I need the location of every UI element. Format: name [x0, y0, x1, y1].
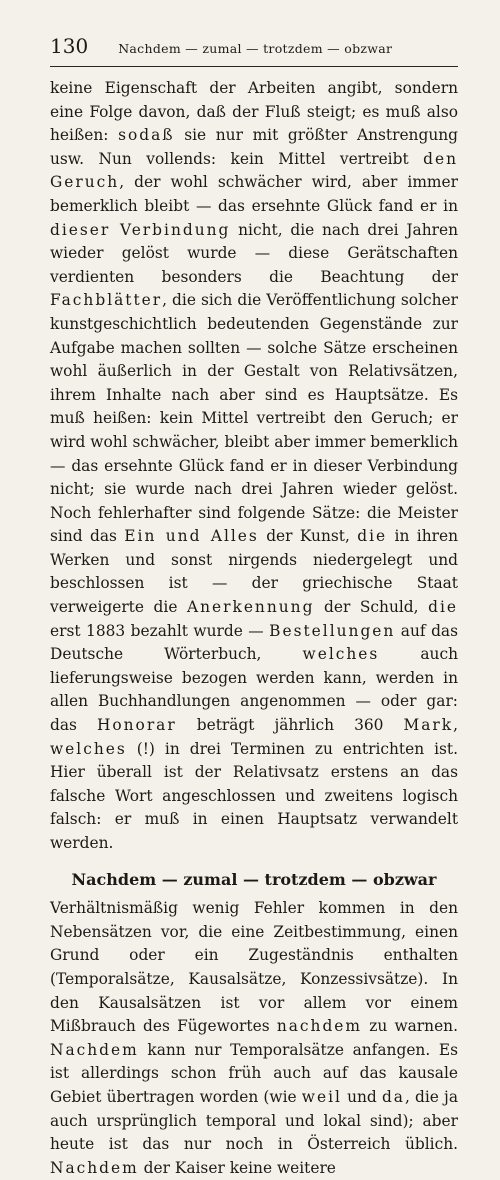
running-title: Nachdem — zumal — trotzdem — obzwar [118, 41, 393, 56]
emphasis: weil [301, 1087, 342, 1106]
emphasis: nachdem [276, 1017, 363, 1036]
emphasis: Honorar [96, 716, 177, 735]
emphasis: Fachblätter [50, 291, 163, 310]
paragraph-1: keine Eigenschaft der Arbeiten angibt, sondern eine Folge davon, daß der Fluß steigt; es muß also heißen: sodaß sie nur mit größter Anstrengung usw. Nun vollends: kein Mittel vertreibt den Geruch, der wohl schwächer wird, aber immer bemerklich bleibt — das ersehnte Glück fand er in dieser Verbindung nicht, die nach drei Jahren wieder gelöst wurde — diese Gerätschaften verdienten besonders die Beachtung der Fachblätter, die sich die Veröffentlichung solcher kunstgeschichtlich bedeutenden Gegenstände zur Aufgabe machen sollten — solche Sätze erscheinen wohl äußerlich in der Gestalt von Relativsätzen, ihrem Inhalte nach aber sind es Hauptsätze. Es muß heißen: kein Mittel vertreibt den Geruch; er wird wohl schwächer, bleibt aber immer bemerklich — das ersehnte Glück fand er in dieser Verbindung nicht; sie wurde nach drei Jahren wieder gelöst. Noch fehlerhafter sind folgende Sätze: die Meister sind das Ein und Alles der Kunst, die in ihren Werken und sonst nirgends niedergelegt und beschlossen ist — der griechische Staat verweigerte die Anerkennung der Schuld, die erst 1883 bezahlt wurde — Bestellungen auf das Deutsche Wörterbuch, welches auch lieferungsweise bezogen werden kann, werden in allen Buchhandlungen angenommen — oder gar: das Honorar beträgt jährlich 360 Mark, welches (!) in drei Terminen zu entrichten ist. Hier überall ist der Relativsatz erstens an das falsche Wort angeschlossen und zweitens logisch falsch: er muß in einen Hauptsatz verwandelt werden. [50, 79, 459, 852]
header-rule [50, 66, 458, 67]
emphasis: Ein und Alles [124, 527, 259, 546]
emphasis: Mark [403, 716, 454, 735]
emphasis: Bestellungen [269, 621, 396, 640]
emphasis: dieser Verbindung [50, 220, 231, 239]
running-head [50, 34, 458, 58]
emphasis: da [381, 1087, 405, 1106]
emphasis: welches [50, 739, 127, 758]
body-text [50, 77, 458, 1180]
emphasis: Nachdem [50, 1158, 139, 1177]
emphasis: Nachdem [50, 1040, 139, 1059]
page-number: 130 [50, 34, 89, 58]
emphasis: Anerkennung [187, 598, 315, 617]
paragraph-2: Verhältnismäßig wenig Fehler kommen in den Nebensätzen vor, die eine Zeitbestimmung, einen Grund oder ein Zugeständnis enthalten (Temporalsätze, Kausalsätze, Konzessivsätze). In den Kausalsätzen ist vor allem vor einem Mißbrauch des Fügewortes nachdem zu warnen. Nachdem kann nur Temporalsätze anfangen. Es ist allerdings schon früh auch auf das kausale Gebiet übertragen worden (wie weil und da, die ja auch ursprünglich temporal und lokal sind); aber heute ist das nur noch in Österreich üblich. Nachdem der Kaiser keine weitere [50, 899, 458, 1177]
emphasis: die [357, 527, 388, 546]
emphasis: sodaß [118, 126, 175, 145]
emphasis: die [428, 598, 458, 617]
emphasis: welches [302, 645, 380, 664]
emphasis: den Geruch [50, 149, 458, 192]
section-heading: Nachdem — zumal — trotzdem — obzwar [71, 869, 437, 889]
